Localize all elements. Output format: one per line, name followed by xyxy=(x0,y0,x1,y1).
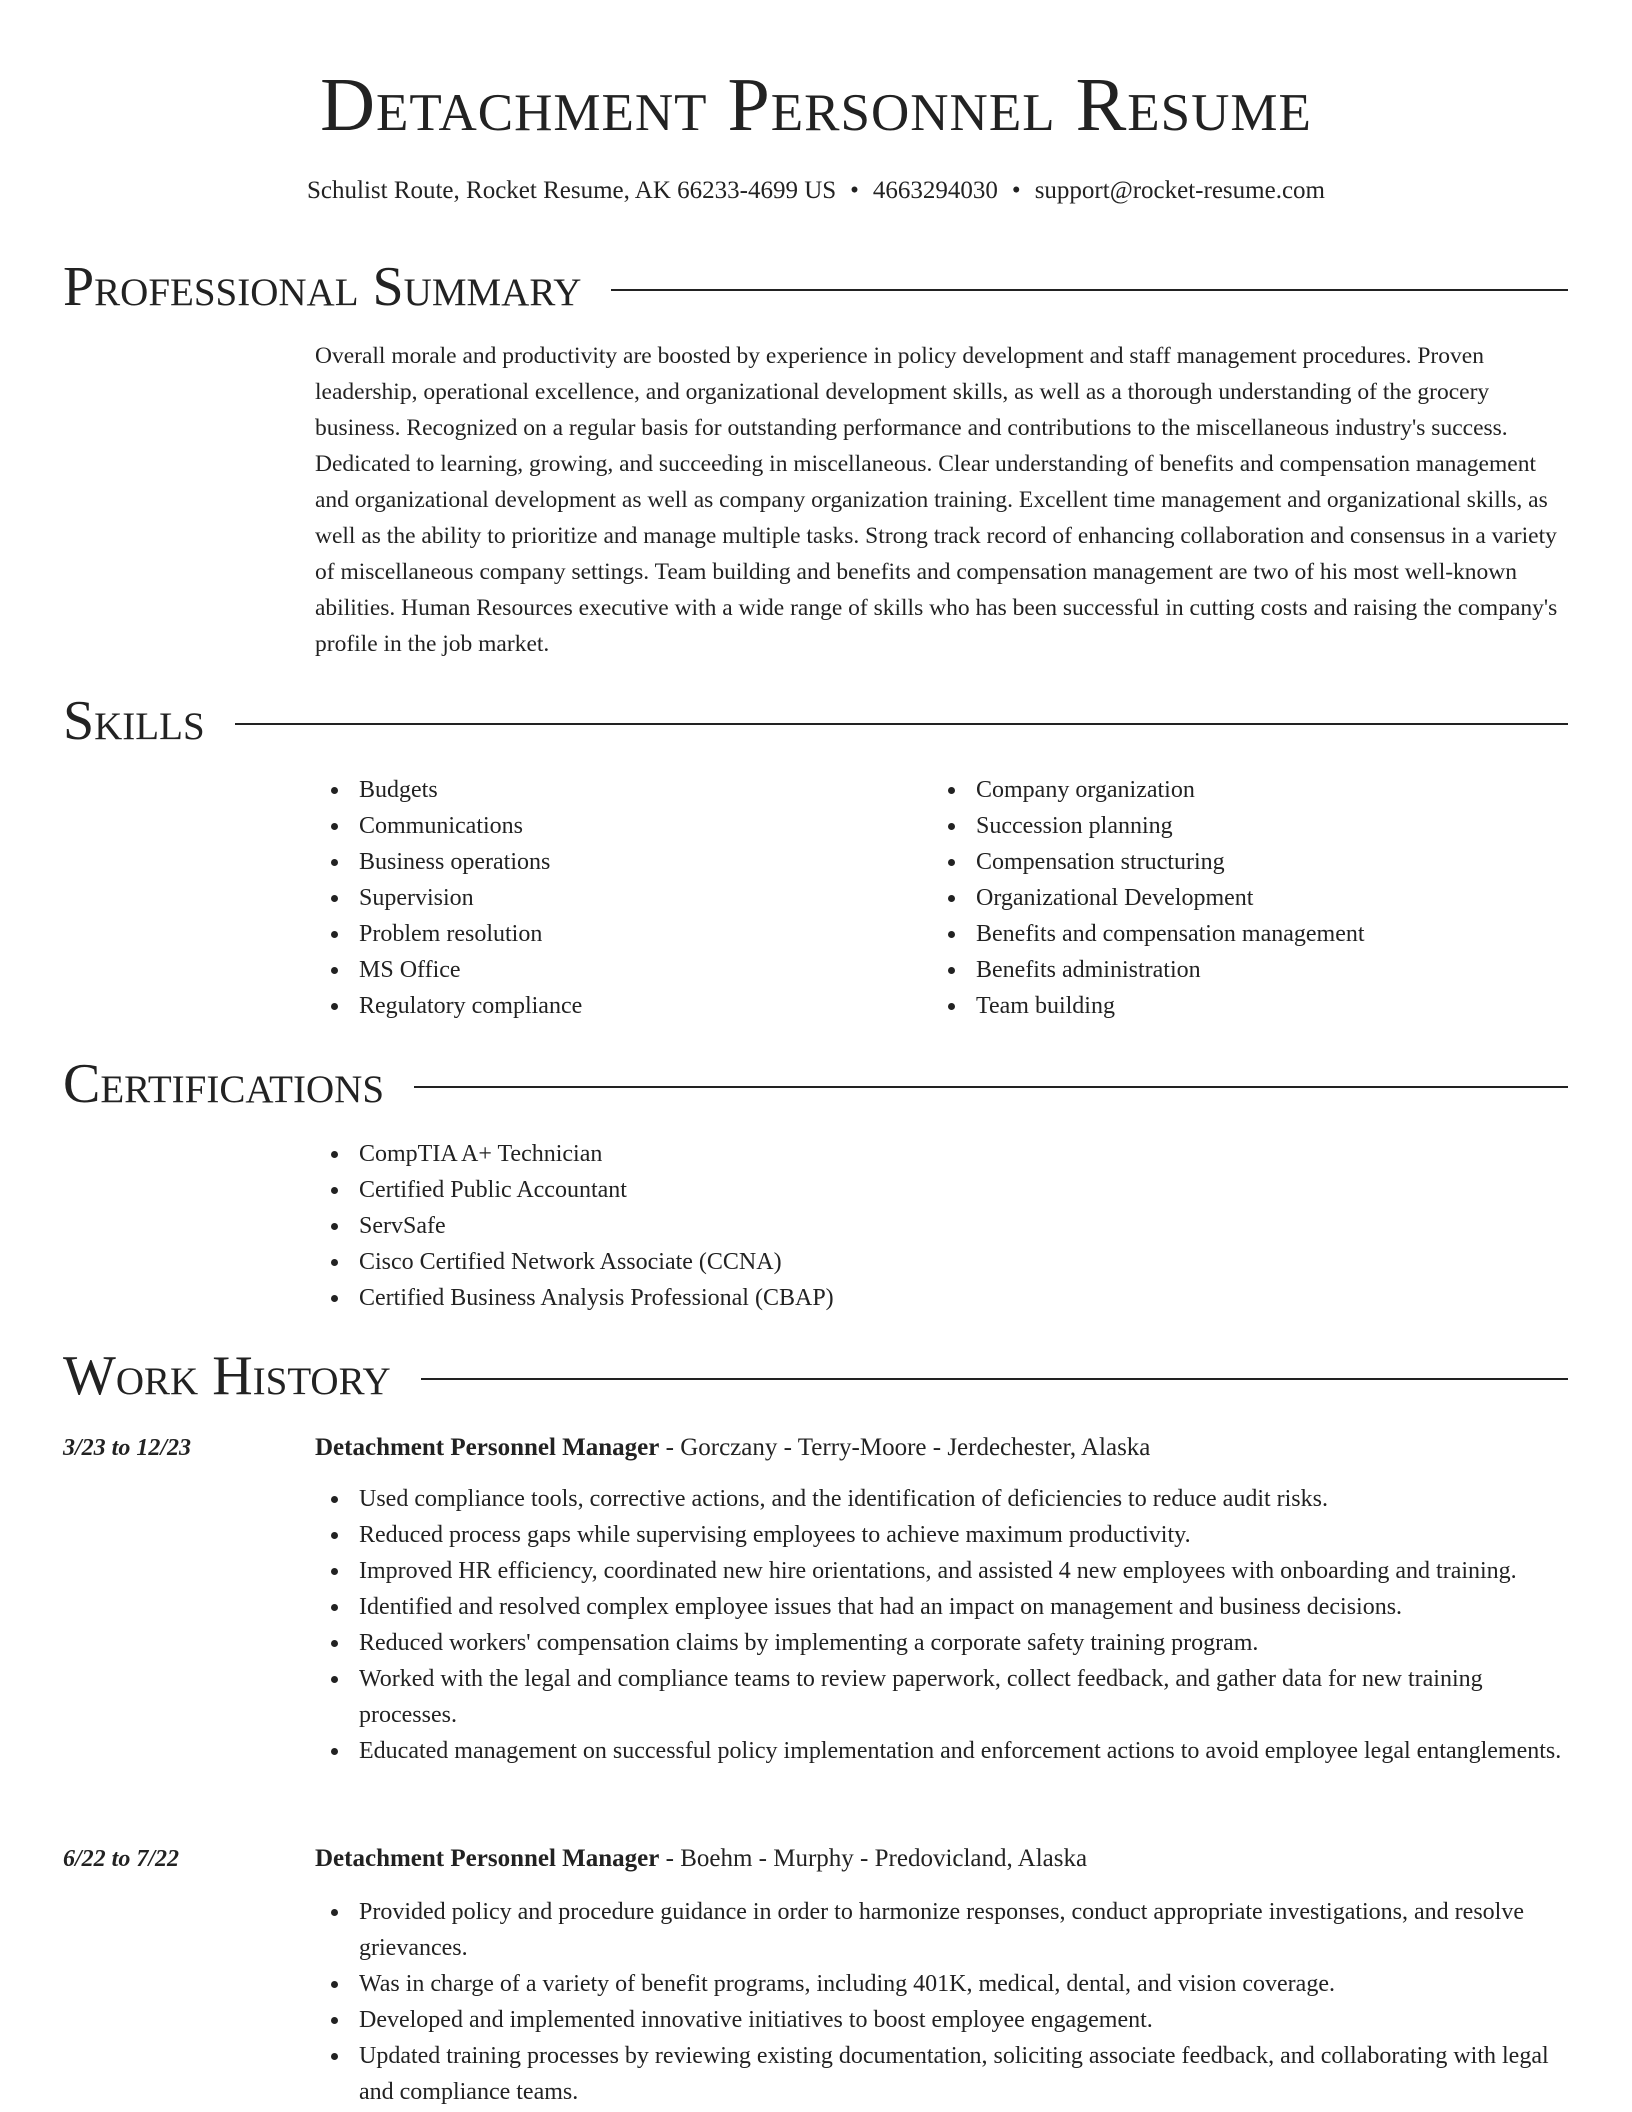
certifications-list xyxy=(315,1136,1568,1316)
summary-heading: Professional Summary xyxy=(63,256,582,318)
job-duty: Worked with the legal and compliance teams to review paperwork, collect feedback, and gather data for new training processes. xyxy=(315,1661,1568,1733)
section-divider xyxy=(414,1086,1568,1088)
skill-item: Budgets xyxy=(315,772,915,808)
skill-item: MS Office xyxy=(315,952,915,988)
job-duty: Educated management on successful policy implementation and enforcement actions to avoid employee legal entanglements. xyxy=(315,1733,1568,1769)
contact-phone: 4663294030 xyxy=(872,177,998,204)
job-duty: Reduced process gaps while supervising employees to achieve maximum productivity. xyxy=(315,1517,1568,1553)
skills-list-left xyxy=(315,772,915,1024)
certification-item: Certified Business Analysis Professional (CBAP) xyxy=(315,1280,1568,1316)
certification-item: CompTIA A+ Technician xyxy=(315,1136,1568,1172)
job-duty: Provided policy and procedure guidance in order to harmonize responses, conduct appropriate investigations, and resolve grievances. xyxy=(315,1894,1568,1966)
skill-item: Business operations xyxy=(315,844,915,880)
section-divider xyxy=(421,1378,1568,1380)
skill-item: Supervision xyxy=(315,880,915,916)
job-duty: Was in charge of a variety of benefit programs, including 401K, medical, dental, and vision coverage. xyxy=(315,1966,1568,2002)
job-duties-list xyxy=(315,1894,1568,2110)
job-duty: Improved HR efficiency, coordinated new hire orientations, and assisted 4 new employees with onboarding and training. xyxy=(315,1553,1568,1589)
skill-item: Compensation structuring xyxy=(932,844,1568,880)
section-divider xyxy=(235,723,1568,725)
job-dates: 6/22 to 7/22 xyxy=(63,1846,180,1872)
resume-name: Detachment Personnel Resume xyxy=(320,63,1312,147)
job-dates: 3/23 to 12/23 xyxy=(63,1435,192,1461)
summary-section-heading xyxy=(63,254,1568,320)
skill-item: Succession planning xyxy=(932,808,1568,844)
skill-item: Team building xyxy=(932,988,1568,1024)
work-history-section-heading xyxy=(63,1343,1568,1409)
skills-heading: Skills xyxy=(63,690,205,752)
work-history-heading: Work History xyxy=(63,1345,391,1407)
certification-item: Cisco Certified Network Associate (CCNA) xyxy=(315,1244,1568,1280)
certification-item: ServSafe xyxy=(315,1208,1568,1244)
job-duty: Reduced workers' compensation claims by implementing a corporate safety training program. xyxy=(315,1625,1568,1661)
skill-item: Regulatory compliance xyxy=(315,988,915,1024)
contact-address: Schulist Route, Rocket Resume, AK 66233-4699 US xyxy=(307,177,837,204)
job-duty: Used compliance tools, corrective actions, and the identification of deficiencies to reduce audit risks. xyxy=(315,1481,1568,1517)
skill-item: Organizational Development xyxy=(932,880,1568,916)
job-position: Detachment Personnel Manager xyxy=(315,1434,660,1461)
job-employer: - Gorczany - Terry-Moore - Jerdechester, Alaska xyxy=(659,1434,1151,1461)
skill-item: Communications xyxy=(315,808,915,844)
certification-item: Certified Public Accountant xyxy=(315,1172,1568,1208)
job-heading xyxy=(315,1841,1087,1877)
contact-separator: • xyxy=(850,177,859,204)
skills-section-heading xyxy=(63,688,1568,754)
job-position: Detachment Personnel Manager xyxy=(315,1845,660,1872)
job-duty: Developed and implemented innovative initiatives to boost employee engagement. xyxy=(315,2002,1568,2038)
contact-email: support@rocket-resume.com xyxy=(1034,177,1325,204)
job-duty: Identified and resolved complex employee issues that had an impact on management and business decisions. xyxy=(315,1589,1568,1625)
skill-item: Company organization xyxy=(932,772,1568,808)
section-divider xyxy=(611,289,1568,291)
summary-text: Overall morale and productivity are boosted by experience in policy development and staff management procedures. Proven leadership, operational excellence, and organizational development skills, as well as a thorough understanding of the grocery business. Recognized on a regular basis for outstanding performance and contributions to the miscellaneous industry's success. Dedicated to learning, growing, and succeeding in miscellaneous. Clear understanding of benefits and compensation management and organizational development as well as company organization training. Excellent time management and organizational skills, as well as the ability to prioritize and manage multiple tasks. Strong track record of enhancing collaboration and consensus in a variety of miscellaneous company settings. Team building and benefits and compensation management are two of his most well-known abilities. Human Resources executive with a wide range of skills who has been successful in cutting costs and raising the company's profile in the job market. xyxy=(315,343,1558,657)
contact-separator: • xyxy=(1011,177,1021,204)
job-employer: - Boehm - Murphy - Predovicland, Alaska xyxy=(659,1845,1088,1872)
job-duties-list xyxy=(315,1481,1568,1769)
job-duty: Updated training processes by reviewing existing documentation, soliciting associate feedback, and collaborating with legal and compliance teams. xyxy=(315,2038,1568,2110)
skill-item: Benefits and compensation management xyxy=(932,916,1568,952)
skills-list-right xyxy=(932,772,1568,1024)
job-heading xyxy=(315,1430,1150,1466)
skill-item: Problem resolution xyxy=(315,916,915,952)
contact-line xyxy=(0,174,1632,208)
skill-item: Benefits administration xyxy=(932,952,1568,988)
certifications-section-heading xyxy=(63,1051,1568,1117)
certifications-heading: Certifications xyxy=(63,1053,385,1115)
